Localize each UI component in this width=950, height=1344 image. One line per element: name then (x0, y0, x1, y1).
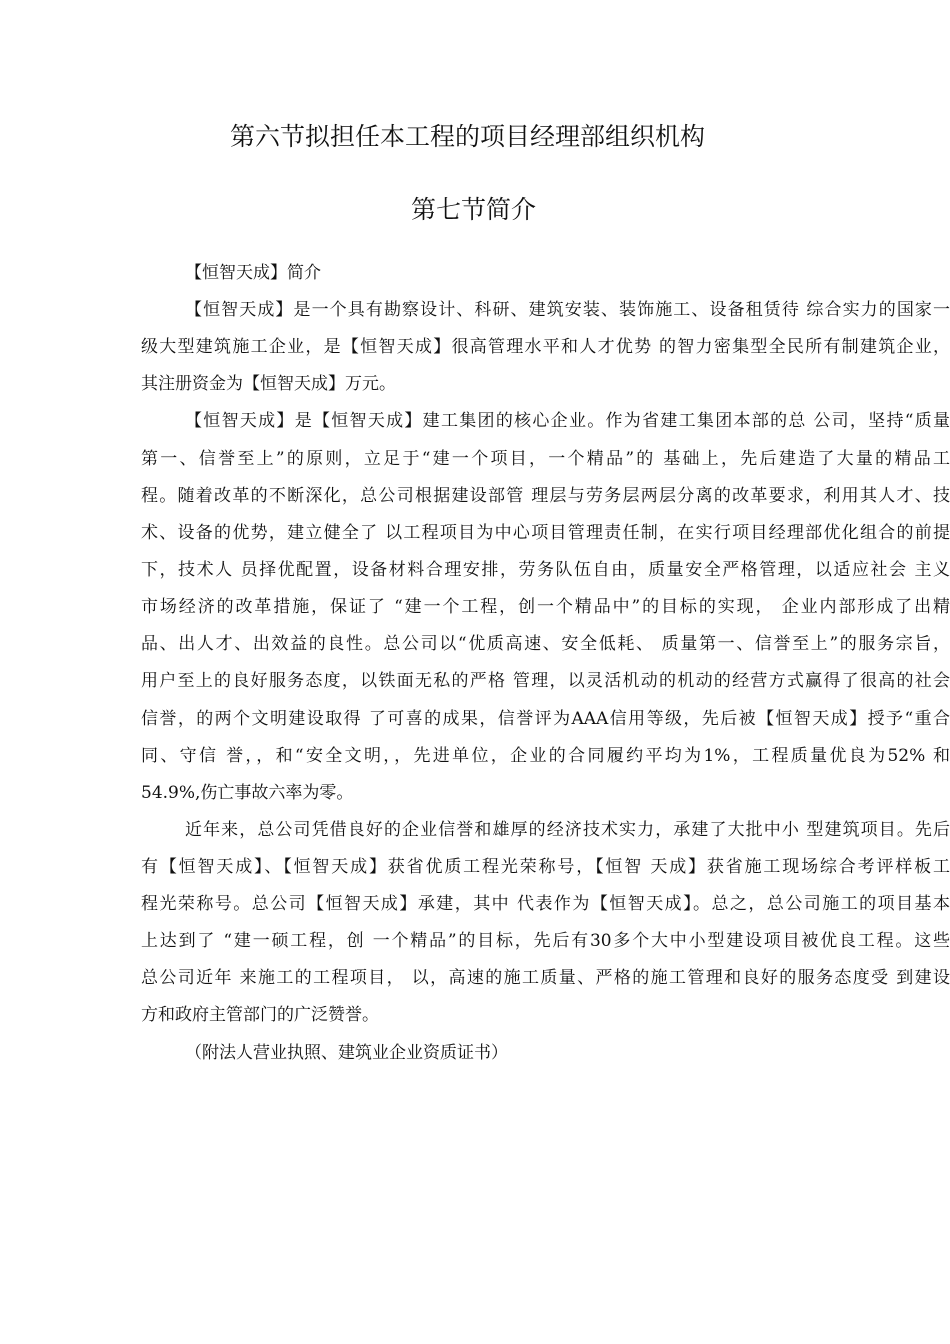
paragraph-2-line-8: 用户至上的良好服务态度，以铁面无私的严格 管理，以灵活机动的机动的经营方式赢得了很高的社会 (141, 671, 950, 691)
paragraph-2-line-7: 品、出人才、出效益的良性。总公司以“优质高速、安全低耗、 质量第一、信誉至上”的服务宗旨， (141, 634, 950, 654)
paragraph-3-line-3: 程光荣称号。总公司【恒智天成】承建，其中 代表作为【恒智天成】。总之，总公司施工的项目基本 (141, 894, 950, 914)
paragraph-1-line-2: 级大型建筑施工企业，是【恒智天成】很高管理水平和人才优势 的智力密集型全民所有制建筑企业， (141, 337, 950, 357)
paragraph-1-line-3: 其注册资金为【恒智天成】万元。 (141, 374, 396, 394)
paragraph-2-line-2: 第一、信誉至上”的原则，立足于“建一个项目，一个精品”的 基础上，先后建造了大量的精品工 (141, 449, 950, 469)
intro-heading: 【恒智天成】简介 (185, 263, 321, 283)
section-heading-7: 第七节简介 (411, 195, 537, 224)
paragraph-3-line-4: 上达到了 “建一硕工程，创 一个精品”的目标，先后有30多个大中小型建设项目被优良工程。这些 (141, 931, 950, 951)
paragraph-2-line-11: 54.9%,伤亡事故六率为零。 (141, 783, 354, 803)
paragraph-3-line-1: 近年来，总公司凭借良好的企业信誉和雄厚的经济技术实力，承建了大批中小 型建筑项目。先后 (185, 820, 950, 840)
paragraph-2-line-5: 下，技术人 员择优配置，设备材料合理安排，劳务队伍自由，质量安全严格管理，以适应社会 主义 (141, 560, 950, 580)
section-heading-6: 第六节拟担任本工程的项目经理部组织机构 (230, 122, 706, 151)
paragraph-1-line-1: 【恒智天成】是一个具有勘察设计、科研、建筑安装、装饰施工、设备租赁待 综合实力的国家一 (185, 300, 950, 320)
paragraph-2-line-4: 术、设备的优势，建立健全了 以工程项目为中心项目管理责任制，在实行项目经理部优化组合的前提 (141, 523, 950, 543)
attachment-note: （附法人营业执照、建筑业企业资质证书） (185, 1043, 508, 1063)
paragraph-2-line-9: 信誉，的两个文明建设取得 了可喜的成果，信誉评为AAA信用等级，先后被【恒智天成】授予“重合 (141, 709, 950, 729)
paragraph-2-line-10: 同、守信 誉，，和“安全文明，，先进单位，企业的合同履约平均为1%，工程质量优良为52% 和 (141, 746, 950, 766)
paragraph-3-line-5: 总公司近年 来施工的工程项目， 以，高速的施工质量、严格的施工管理和良好的服务态度受 到建设 (141, 968, 950, 988)
paragraph-3-line-6: 方和政府主管部门的广泛赞誉。 (141, 1005, 379, 1025)
paragraph-2-line-1: 【恒智天成】是【恒智天成】建工集团的核心企业。作为省建工集团本部的总 公司，坚持“质量 (185, 411, 950, 431)
paragraph-2-line-6: 市场经济的改革措施，保证了 “建一个工程，创一个精品中”的目标的实现， 企业内部形成了出精 (141, 597, 950, 617)
paragraph-3-line-2: 有【恒智天成】、【恒智天成】获省优质工程光荣称号，【恒智 天成】获省施工现场综合考评样板工 (141, 857, 950, 877)
paragraph-2-line-3: 程。随着改革的不断深化，总公司根据建设部管 理层与劳务层两层分离的改革要求，利用其人才、技 (141, 486, 950, 506)
